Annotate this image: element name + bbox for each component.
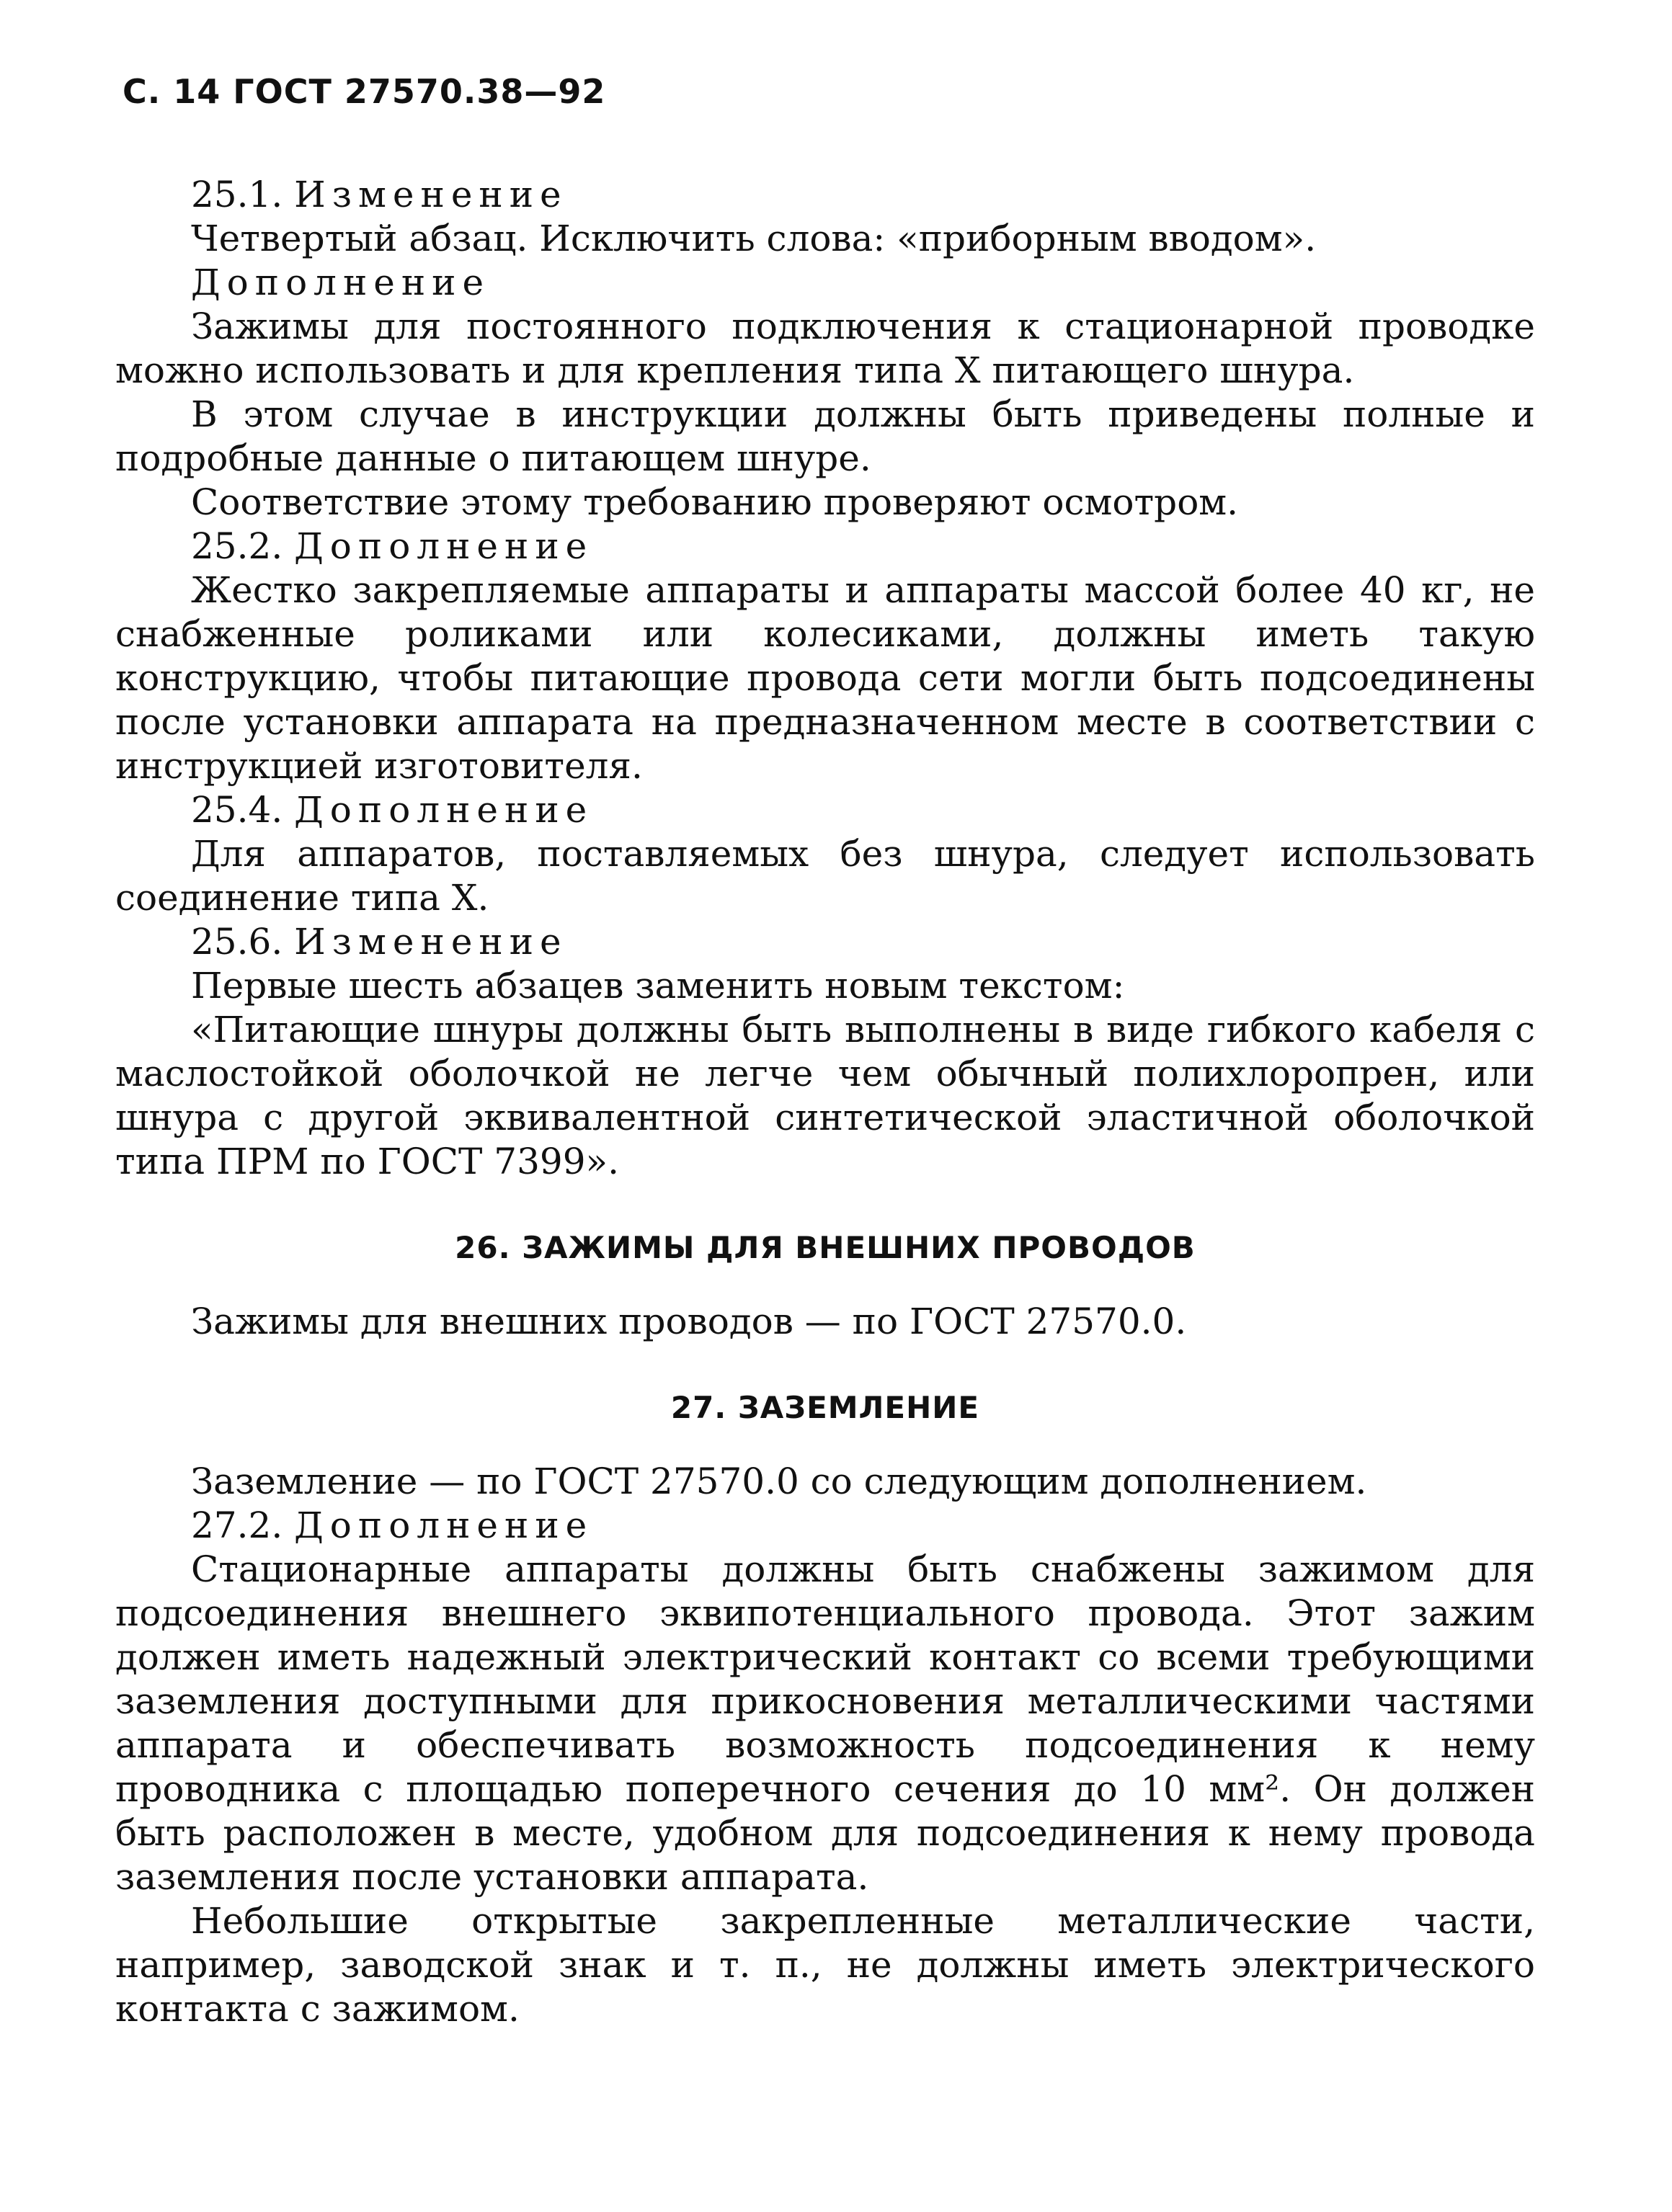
section-27-title: 27. ЗАЗЕМЛЕНИЕ [670,1390,980,1425]
clause-27-2-paragraph: Небольшие открытые закрепленные металлические части, например, заводской знак и т. п., не должны иметь электрического контакта с зажимом. [115,1900,1535,2030]
clause-number: 27.2. [191,1504,283,1546]
clause-25-4-heading [115,788,1535,832]
document-page [115,0,1535,2212]
clause-25-1-supplement-label: Дополнение [191,262,491,303]
clause-25-6-text: Первые шесть абзацев заменить новым текстом: [191,965,1125,1007]
clause-number: 25.1. [191,174,283,215]
clause-label: Изменение [294,174,568,215]
running-header: С. 14 ГОСТ 27570.38—92 [123,72,606,111]
clause-25-1-heading [115,173,1535,217]
clause-25-2-heading [115,525,1535,568]
clause-label: Дополнение [294,525,594,567]
page-content [115,173,1535,2031]
clause-label: Дополнение [294,1504,594,1546]
clause-25-2-text: Жестко закрепляемые аппараты и аппараты массой более 40 кг, не снабженные роликами или колесиками, должны иметь такую конструкцию, чтобы питающие провода сети могли быть подсоединены после установки аппарата на предназначенном месте в соответствии с инструкцией изготовителя. [115,569,1535,787]
clause-25-1-text: Четвертый абзац. Исключить слова: «приборным вводом». [191,218,1317,259]
clause-25-1-supplement-paragraph: Соответствие этому требованию проверяют осмотром. [191,481,1239,523]
clause-27-2-paragraph: Стационарные аппараты должны быть снабжены зажимом для подсоединения внешнего эквипотенциального провода. Этот зажим должен иметь надежный электрический контакт со всеми требующими заземления доступными для прикосновения металлическими частями аппарата и обеспечивать возможность подсоединения к нему проводника с площадью поперечного сечения до 10 мм². Он должен быть расположен в месте, удобном для подсоединения к нему провода заземления после установки аппарата. [115,1548,1535,1898]
clause-number: 25.4. [191,789,283,831]
clause-number: 25.2. [191,525,283,567]
clause-25-1-supplement-paragraph: В этом случае в инструкции должны быть приведены полные и подробные данные о питающем шнуре. [115,393,1535,479]
clause-25-6-heading [115,920,1535,964]
clause-25-1-supplement-paragraph: Зажимы для постоянного подключения к стационарной проводке можно использовать и для крепления типа X питающего шнура. [115,306,1535,391]
clause-label: Дополнение [294,789,594,831]
clause-25-4-text: Для аппаратов, поставляемых без шнура, следует использовать соединение типа X. [115,833,1535,919]
section-26-text: Зажимы для внешних проводов — по ГОСТ 27570.0. [191,1301,1187,1342]
clause-label: Изменение [294,921,568,963]
section-26-title: 26. ЗАЖИМЫ ДЛЯ ВНЕШНИХ ПРОВОДОВ [455,1230,1196,1265]
section-27-text: Заземление — по ГОСТ 27570.0 со следующим дополнением. [191,1460,1367,1502]
clause-number: 25.6. [191,921,283,963]
clause-25-6-quote: «Питающие шнуры должны быть выполнены в виде гибкого кабеля с маслостойкой оболочкой не легче чем обычный полихлоропрен, или шнура с другой эквивалентной синтетической эластичной оболочкой типа ПРМ по ГОСТ 7399». [115,1009,1535,1182]
clause-27-2-heading [115,1504,1535,1548]
